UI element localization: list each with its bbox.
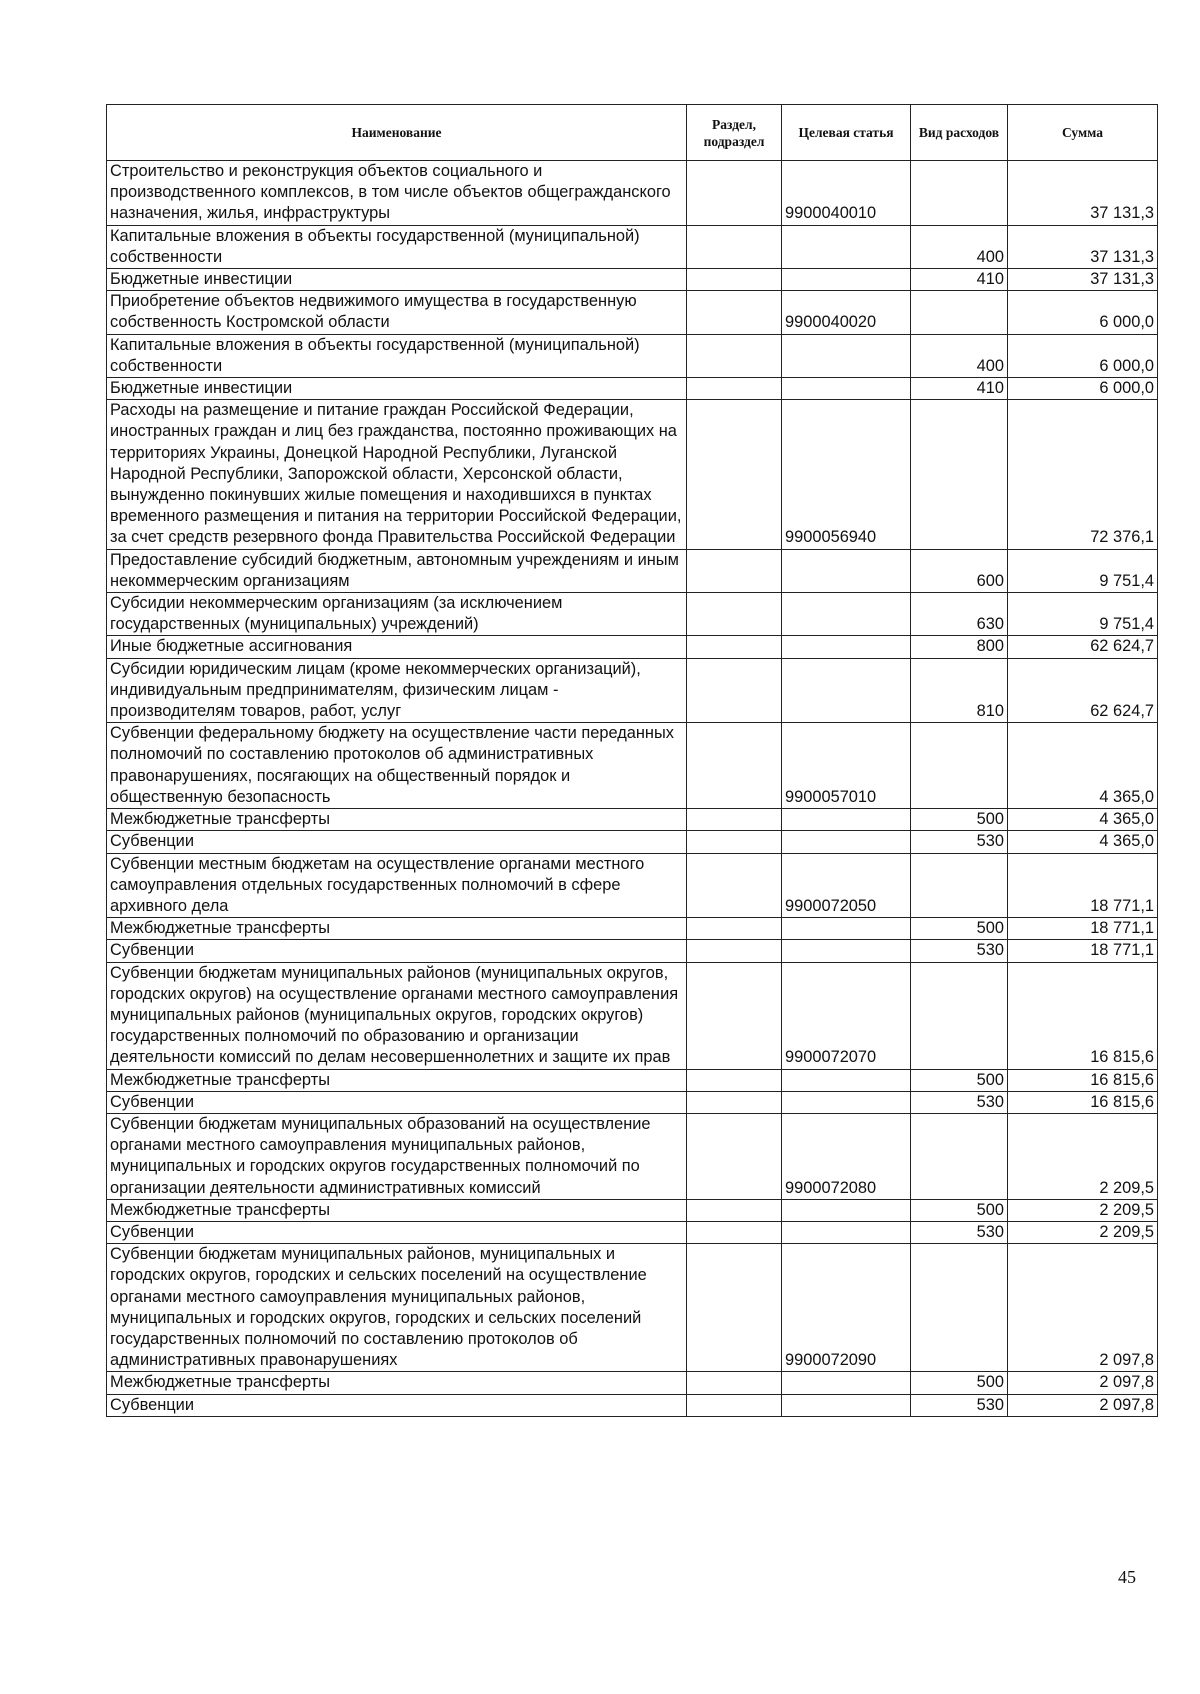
row-name-cell: Капитальные вложения в объекты государственной (муниципальной) собственности: [107, 225, 687, 268]
row-sum-cell: 16 815,6: [1008, 1069, 1158, 1091]
row-kind-cell: 530: [911, 1091, 1008, 1113]
table-row: [107, 1199, 1158, 1221]
header-section: Раздел, подраздел: [687, 105, 782, 161]
row-kind-cell: [911, 853, 1008, 918]
row-name-cell: Субсидии юридическим лицам (кроме некоммерческих организаций), индивидуальным предпринимателям, физическим лицам - производителям товаров, работ, услуг: [107, 658, 687, 723]
row-article-cell: [782, 636, 911, 658]
row-name-cell: Субвенции: [107, 831, 687, 853]
row-kind-cell: 400: [911, 334, 1008, 377]
row-section-cell: [687, 1199, 782, 1221]
row-article-cell: [782, 1372, 911, 1394]
row-kind-cell: 500: [911, 809, 1008, 831]
row-sum-cell: 2 097,8: [1008, 1372, 1158, 1394]
row-article-cell: 9900056940: [782, 400, 911, 549]
row-sum-cell: 18 771,1: [1008, 940, 1158, 962]
row-sum-cell: 4 365,0: [1008, 831, 1158, 853]
table-row: [107, 809, 1158, 831]
header-article: Целевая статья: [782, 105, 911, 161]
row-section-cell: [687, 658, 782, 723]
table-row: [107, 593, 1158, 636]
row-name-cell: Субвенции федеральному бюджету на осуществление части переданных полномочий по составлению протоколов об административных правонарушениях, посягающих на общественный порядок и общественную безопасность: [107, 723, 687, 809]
row-section-cell: [687, 1244, 782, 1372]
row-name-cell: Субвенции: [107, 1091, 687, 1113]
row-name-cell: Субвенции местным бюджетам на осуществление органами местного самоуправления отдельных государственных полномочий в сфере архивного дела: [107, 853, 687, 918]
row-section-cell: [687, 1069, 782, 1091]
row-article-cell: [782, 1069, 911, 1091]
row-sum-cell: 9 751,4: [1008, 593, 1158, 636]
row-name-cell: Субвенции: [107, 1221, 687, 1243]
row-name-cell: Приобретение объектов недвижимого имущества в государственную собственность Костромской области: [107, 291, 687, 334]
row-article-cell: 9900072050: [782, 853, 911, 918]
row-sum-cell: 2 209,5: [1008, 1199, 1158, 1221]
row-sum-cell: 18 771,1: [1008, 918, 1158, 940]
table-row: [107, 1394, 1158, 1416]
table-row: [107, 831, 1158, 853]
page-number: 45: [1118, 1567, 1136, 1587]
row-section-cell: [687, 549, 782, 592]
row-name-cell: Межбюджетные трансферты: [107, 1069, 687, 1091]
row-article-cell: 9900040010: [782, 161, 911, 226]
row-name-cell: Субвенции бюджетам муниципальных районов, муниципальных и городских округов, городских и сельских поселений на осуществление органами местного самоуправления муниципальных районов, муниципальных и городских округов, городских и сельских поселений государственных полномочий по составлению протоколов об административных правонарушениях: [107, 1244, 687, 1372]
row-kind-cell: 500: [911, 1199, 1008, 1221]
table-header: [107, 105, 1158, 161]
row-sum-cell: 9 751,4: [1008, 549, 1158, 592]
row-kind-cell: [911, 161, 1008, 226]
row-sum-cell: 2 209,5: [1008, 1113, 1158, 1199]
header-name: Наименование: [107, 105, 687, 161]
row-article-cell: 9900072070: [782, 962, 911, 1069]
table-row: [107, 291, 1158, 334]
table-row: [107, 1221, 1158, 1243]
row-name-cell: Иные бюджетные ассигнования: [107, 636, 687, 658]
row-name-cell: Межбюджетные трансферты: [107, 809, 687, 831]
row-kind-cell: 500: [911, 1069, 1008, 1091]
row-kind-cell: [911, 962, 1008, 1069]
row-sum-cell: 6 000,0: [1008, 291, 1158, 334]
row-sum-cell: 37 131,3: [1008, 269, 1158, 291]
table-row: [107, 962, 1158, 1069]
row-section-cell: [687, 334, 782, 377]
row-article-cell: [782, 549, 911, 592]
header-sum: Сумма: [1008, 105, 1158, 161]
row-section-cell: [687, 636, 782, 658]
table-row: [107, 549, 1158, 592]
row-name-cell: Субсидии некоммерческим организациям (за исключением государственных (муниципальных) учреждений): [107, 593, 687, 636]
row-sum-cell: 62 624,7: [1008, 636, 1158, 658]
row-article-cell: [782, 918, 911, 940]
row-sum-cell: 2 209,5: [1008, 1221, 1158, 1243]
table-row: [107, 1372, 1158, 1394]
row-kind-cell: 600: [911, 549, 1008, 592]
row-kind-cell: 410: [911, 269, 1008, 291]
row-article-cell: [782, 1221, 911, 1243]
row-article-cell: [782, 378, 911, 400]
row-article-cell: 9900072090: [782, 1244, 911, 1372]
table-row: [107, 853, 1158, 918]
row-section-cell: [687, 269, 782, 291]
row-kind-cell: [911, 400, 1008, 549]
table-row: [107, 1113, 1158, 1199]
table-row: [107, 334, 1158, 377]
row-name-cell: Расходы на размещение и питание граждан Российской Федерации, иностранных граждан и лиц без гражданства, постоянно проживающих на территориях Украины, Донецкой Народной Республики, Луганской Народной Республики, Запорожской области, Херсонской области, вынужденно покинувших жилые помещения и находившихся в пунктах временного размещения и питания на территории Российской Федерации, за счет средств резервного фонда Правительства Российской Федерации: [107, 400, 687, 549]
row-article-cell: [782, 1091, 911, 1113]
row-name-cell: Бюджетные инвестиции: [107, 378, 687, 400]
table-row: [107, 723, 1158, 809]
row-name-cell: Бюджетные инвестиции: [107, 269, 687, 291]
row-section-cell: [687, 940, 782, 962]
table-row: [107, 400, 1158, 549]
row-kind-cell: 800: [911, 636, 1008, 658]
table-row: [107, 269, 1158, 291]
row-article-cell: [782, 940, 911, 962]
row-kind-cell: [911, 1113, 1008, 1199]
table-row: [107, 918, 1158, 940]
row-article-cell: [782, 831, 911, 853]
table-row: [107, 1091, 1158, 1113]
row-name-cell: Межбюджетные трансферты: [107, 918, 687, 940]
row-section-cell: [687, 1221, 782, 1243]
row-article-cell: [782, 225, 911, 268]
header-kind: Вид расходов: [911, 105, 1008, 161]
table-body: [107, 161, 1158, 1417]
row-sum-cell: 72 376,1: [1008, 400, 1158, 549]
row-kind-cell: 630: [911, 593, 1008, 636]
row-section-cell: [687, 809, 782, 831]
row-article-cell: 9900072080: [782, 1113, 911, 1199]
table-row: [107, 161, 1158, 226]
row-section-cell: [687, 1372, 782, 1394]
row-sum-cell: 4 365,0: [1008, 809, 1158, 831]
header-row: [107, 105, 1158, 161]
row-kind-cell: [911, 723, 1008, 809]
table-row: [107, 636, 1158, 658]
row-section-cell: [687, 831, 782, 853]
row-name-cell: Межбюджетные трансферты: [107, 1372, 687, 1394]
row-sum-cell: 2 097,8: [1008, 1244, 1158, 1372]
table-row: [107, 225, 1158, 268]
row-article-cell: [782, 809, 911, 831]
row-section-cell: [687, 962, 782, 1069]
table-row: [107, 658, 1158, 723]
row-article-cell: [782, 658, 911, 723]
row-kind-cell: 400: [911, 225, 1008, 268]
row-kind-cell: 530: [911, 940, 1008, 962]
row-sum-cell: 18 771,1: [1008, 853, 1158, 918]
budget-table: [106, 104, 1158, 1417]
row-section-cell: [687, 1113, 782, 1199]
row-section-cell: [687, 225, 782, 268]
row-sum-cell: 37 131,3: [1008, 161, 1158, 226]
row-section-cell: [687, 723, 782, 809]
row-name-cell: Межбюджетные трансферты: [107, 1199, 687, 1221]
row-section-cell: [687, 1394, 782, 1416]
row-name-cell: Предоставление субсидий бюджетным, автономным учреждениям и иным некоммерческим организациям: [107, 549, 687, 592]
row-sum-cell: 4 365,0: [1008, 723, 1158, 809]
row-sum-cell: 2 097,8: [1008, 1394, 1158, 1416]
row-article-cell: [782, 593, 911, 636]
table-row: [107, 1244, 1158, 1372]
row-sum-cell: 6 000,0: [1008, 334, 1158, 377]
row-sum-cell: 16 815,6: [1008, 962, 1158, 1069]
row-kind-cell: 410: [911, 378, 1008, 400]
row-sum-cell: 16 815,6: [1008, 1091, 1158, 1113]
row-section-cell: [687, 1091, 782, 1113]
row-article-cell: [782, 1199, 911, 1221]
row-section-cell: [687, 918, 782, 940]
row-article-cell: [782, 1394, 911, 1416]
row-sum-cell: 62 624,7: [1008, 658, 1158, 723]
row-name-cell: Субвенции: [107, 1394, 687, 1416]
row-sum-cell: 6 000,0: [1008, 378, 1158, 400]
row-section-cell: [687, 593, 782, 636]
row-section-cell: [687, 161, 782, 226]
row-article-cell: 9900040020: [782, 291, 911, 334]
row-name-cell: Субвенции бюджетам муниципальных образований на осуществление органами местного самоуправления муниципальных районов, муниципальных и городских округов государственных полномочий по организации деятельности административных комиссий: [107, 1113, 687, 1199]
row-section-cell: [687, 400, 782, 549]
row-section-cell: [687, 378, 782, 400]
row-name-cell: Субвенции бюджетам муниципальных районов (муниципальных округов, городских округов) на осуществление органами местного самоуправления муниципальных районов (муниципальных округов, городских округов) государственных полномочий по образованию и организации деятельности комиссий по делам несовершеннолетних и защите их прав: [107, 962, 687, 1069]
row-sum-cell: 37 131,3: [1008, 225, 1158, 268]
row-section-cell: [687, 853, 782, 918]
row-article-cell: [782, 269, 911, 291]
row-kind-cell: 500: [911, 918, 1008, 940]
row-name-cell: Строительство и реконструкция объектов социального и производственного комплексов, в том числе объектов общегражданского назначения, жилья, инфраструктуры: [107, 161, 687, 226]
row-article-cell: 9900057010: [782, 723, 911, 809]
row-name-cell: Субвенции: [107, 940, 687, 962]
row-kind-cell: 530: [911, 1221, 1008, 1243]
row-kind-cell: 500: [911, 1372, 1008, 1394]
row-section-cell: [687, 291, 782, 334]
row-kind-cell: 530: [911, 831, 1008, 853]
table-row: [107, 940, 1158, 962]
row-kind-cell: 530: [911, 1394, 1008, 1416]
row-kind-cell: [911, 1244, 1008, 1372]
row-kind-cell: 810: [911, 658, 1008, 723]
row-name-cell: Капитальные вложения в объекты государственной (муниципальной) собственности: [107, 334, 687, 377]
row-kind-cell: [911, 291, 1008, 334]
table-row: [107, 1069, 1158, 1091]
table-row: [107, 378, 1158, 400]
row-article-cell: [782, 334, 911, 377]
